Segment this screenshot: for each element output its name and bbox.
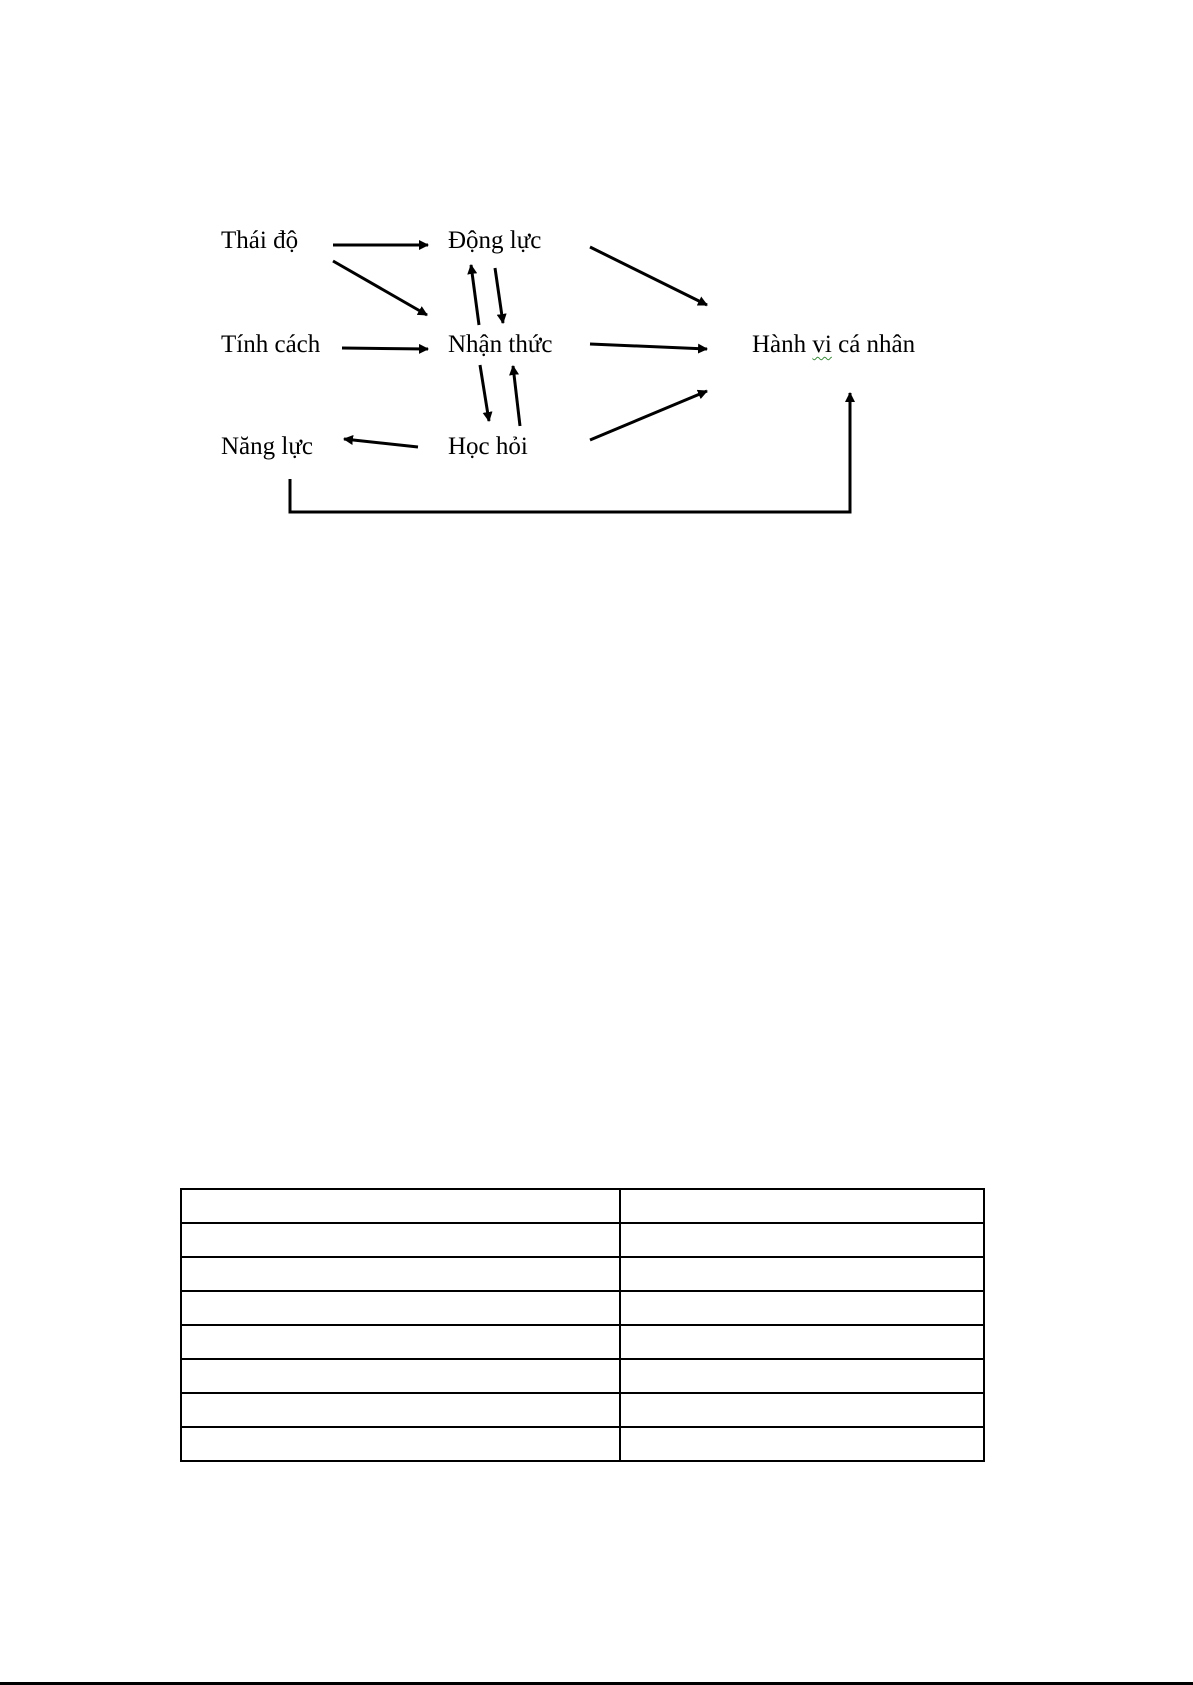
edge-nhan-thuc-to-hanh-vi (590, 344, 707, 349)
table-row (181, 1291, 984, 1325)
table-cell (181, 1189, 620, 1223)
edge-thai-do-to-nhan-thuc (333, 261, 427, 315)
node-nhan-thuc: Nhận thức (448, 331, 553, 358)
node-nang-luc: Năng lực (221, 433, 313, 460)
edge-dong-luc-to-nhan-thuc (495, 268, 503, 323)
diagram-connectors (0, 0, 1193, 560)
table-row (181, 1359, 984, 1393)
table-cell (620, 1223, 984, 1257)
edge-hoc-hoi-to-nang-luc (344, 439, 418, 447)
table-cell (181, 1427, 620, 1461)
table-cell (181, 1359, 620, 1393)
edge-nang-luc-to-hanh-vi (290, 393, 850, 512)
table-cell (620, 1359, 984, 1393)
table-row (181, 1325, 984, 1359)
edge-nhan-thuc-to-dong-luc (471, 265, 479, 325)
table-cell (181, 1325, 620, 1359)
empty-table (180, 1188, 985, 1462)
table-cell (181, 1223, 620, 1257)
node-tinh-cach: Tính cách (221, 331, 321, 358)
table-cell (620, 1325, 984, 1359)
edge-hoc-hoi-to-nhan-thuc (513, 366, 520, 426)
node-dong-luc: Động lực (448, 227, 542, 254)
table-row (181, 1189, 984, 1223)
table-cell (620, 1393, 984, 1427)
node-thai-do: Thái độ (221, 227, 299, 254)
edge-tinh-cach-to-nhan-thuc (342, 348, 428, 349)
table-row (181, 1427, 984, 1461)
hanh-vi-spellcheck-word: vi (812, 331, 832, 358)
table-row (181, 1223, 984, 1257)
table-cell (620, 1189, 984, 1223)
table-cell (620, 1291, 984, 1325)
edge-dong-luc-to-hanh-vi (590, 247, 707, 305)
edge-hoc-hoi-to-hanh-vi (590, 391, 707, 440)
node-hanh-vi-ca-nhan (752, 330, 915, 360)
table-row (181, 1393, 984, 1427)
hanh-vi-prefix: Hành (752, 331, 813, 358)
edge-nhan-thuc-to-hoc-hoi (480, 365, 489, 421)
table-cell (181, 1257, 620, 1291)
table-cell (181, 1393, 620, 1427)
table-row (181, 1257, 984, 1291)
table-cell (620, 1427, 984, 1461)
table-cell (620, 1257, 984, 1291)
node-hoc-hoi: Học hỏi (448, 433, 528, 460)
table-cell (181, 1291, 620, 1325)
hanh-vi-suffix: cá nhân (831, 331, 916, 358)
